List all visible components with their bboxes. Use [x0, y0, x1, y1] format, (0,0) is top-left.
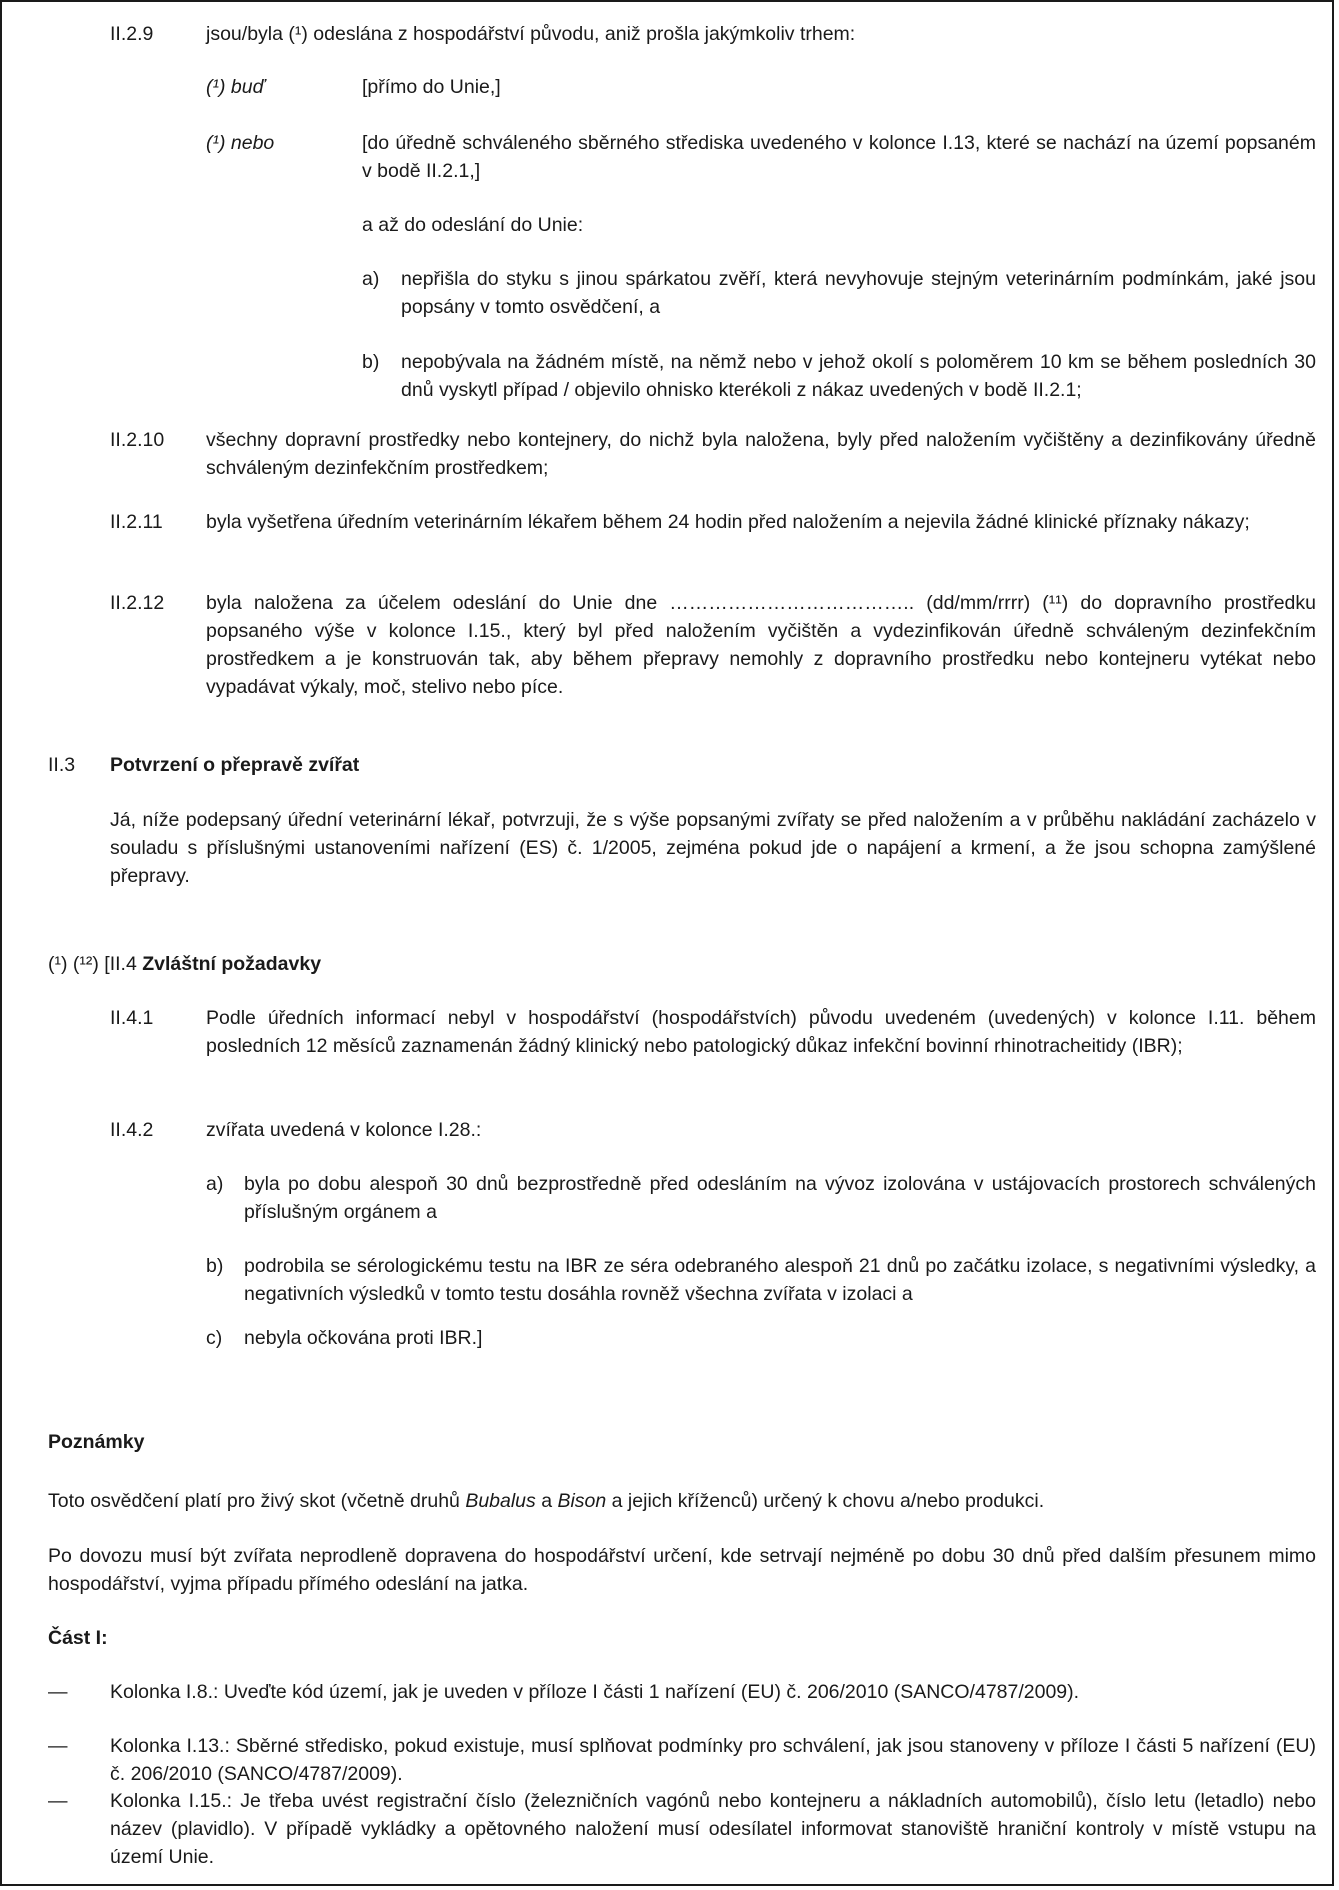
section-number-ii-3: II.3 [48, 754, 76, 776]
notes-p1-text-mid: a [535, 1490, 558, 1512]
option-text-either: [přímo do Unie,] [362, 76, 501, 98]
section-number-ii-2-10: II.2.10 [110, 429, 165, 451]
item-text-ii-4-a: byla po dobu alespoň 30 dnů bezprostředně před odesláním na vývoz izolována v ustájovacích prostorech schválených příslušným orgánem a [244, 1173, 1316, 1223]
section-text-ii-2-10: všechny dopravní prostředky nebo kontejnery, do nichž byla naložena, byly před naložením vyčištěny a dezinfikovány úředně schváleným dezinfekčním prostředkem; [206, 429, 1316, 479]
note-item-i13: Kolonka I.13.: Sběrné středisko, pokud existuje, musí splňovat podmínky pro schválení, jak jsou stanoveny v příloze I části 5 nařízení (EU) č. 206/2010 (SANCO/4787/2009). [110, 1735, 1316, 1785]
item-letter-ii-4-c: c) [206, 1327, 223, 1349]
option-text-or: [do úředně schváleného sběrného střediska uvedeného v kolonce I.13, které se nachází na území popsaném v bodě II.2.1,] [362, 132, 1316, 182]
note-item-i15: Kolonka I.15.: Je třeba uvést registrační číslo (železničních vagónů nebo kontejneru a nákladních automobilů), číslo letu (letadlo) nebo název (plavidlo). V případě vykládky a opětovného naložení musí odesílatel informovat stanoviště hraniční kontroly v místě vstupu na území Unie. [110, 1790, 1316, 1868]
notes-paragraph-2: Po dovozu musí být zvířata neprodleně dopravena do hospodářství určení, kde setrvají nejméně po dobu 30 dnů před dalším přesunem mimo hospodářství, vyjma případu přímého odeslání na jatka. [48, 1545, 1316, 1595]
item-letter-ii-4-a: a) [206, 1173, 224, 1195]
notes-p1-text-end: a jejich kříženců) určený k chovu a/nebo produkci. [606, 1490, 1045, 1512]
item-text-ii-4-c: nebyla očkována proti IBR.] [244, 1327, 483, 1349]
section-number-ii-4-1: II.4.1 [110, 1007, 154, 1029]
section-title-ii-4: Zvláštní požadavky [142, 953, 322, 975]
notes-p1-text-start: Toto osvědčení platí pro živý skot (včetně druhů [48, 1490, 466, 1512]
list-dash: — [48, 1790, 68, 1812]
list-dash: — [48, 1681, 68, 1703]
item-letter-ii-4-b: b) [206, 1255, 224, 1277]
note-item-i8: Kolonka I.8.: Uveďte kód území, jak je uveden v příloze I části 1 nařízení (EU) č. 206/2010 (SANCO/4787/2009). [110, 1681, 1080, 1703]
section-text-ii-2-9: jsou/byla (¹) odeslána z hospodářství původu, aniž prošla jakýmkoliv trhem: [206, 23, 856, 45]
notes-paragraph-1 [48, 1487, 1316, 1515]
section-text-ii-2-11: byla vyšetřena úředním veterinárním lékařem během 24 hodin před naložením a nejevila žádné klinické příznaky nákazy; [206, 511, 1250, 533]
option-label-or: (¹) nebo [206, 132, 275, 154]
section-number-ii-4-2: II.4.2 [110, 1119, 154, 1141]
section-text-ii-4-1: Podle úředních informací nebyl v hospodářství (hospodářstvích) původu uvedeném (uvedených) v kolonce I.11. během posledních 12 měsíců zaznamenán žádný klinický nebo patologický důkaz infekční bovinní rhinotracheitidy (IBR); [206, 1007, 1316, 1057]
notes-title: Poznámky [48, 1431, 145, 1453]
item-letter-a: a) [362, 268, 380, 290]
section-number-ii-2-12: II.2.12 [110, 592, 165, 614]
item-text-a: nepřišla do styku s jinou spárkatou zvěří, která nevyhovuje stejným veterinárním podmínkám, jaké jsou popsány v tomto osvědčení, a [401, 268, 1316, 318]
notes-species-bubalus: Bubalus [465, 1490, 536, 1512]
section-text-ii-4-2: zvířata uvedená v kolonce I.28.: [206, 1119, 482, 1141]
notes-species-bison: Bison [557, 1490, 607, 1512]
section-heading-ii-4 [48, 950, 948, 978]
item-letter-b: b) [362, 351, 380, 373]
section-number-ii-2-11: II.2.11 [110, 511, 163, 533]
section-text-ii-3: Já, níže podepsaný úřední veterinární lékař, potvrzuji, že s výše popsanými zvířaty se před naložením a v průběhu nakládání zacházelo v souladu s příslušnými ustanoveními nařízení (ES) č. 1/2005, zejména pokud jde o napájení a krmení, a že jsou schopna zamýšlené přepravy. [110, 809, 1316, 887]
section-title-ii-3: Potvrzení o přepravě zvířat [110, 754, 360, 776]
item-text-b: nepobývala na žádném místě, na němž nebo v jehož okolí s poloměrem 10 km se během posledních 30 dnů vyskytl případ / objevilo ohnisko kterékoli z nákaz uvedených v bodě II.2.1; [401, 351, 1316, 401]
intro-until-dispatch: a až do odeslání do Unie: [362, 214, 584, 236]
part-one-heading: Část I: [48, 1627, 108, 1649]
section-prefix-ii-4: (¹) (¹²) [II.4 [48, 953, 143, 975]
list-dash: — [48, 1735, 68, 1757]
item-text-ii-4-b: podrobila se sérologickému testu na IBR ze séra odebraného alespoň 21 dnů po začátku izolace, s negativními výsledky, a negativních výsledků v tomto testu dosáhla rovněž všechna zvířata v izolaci a [244, 1255, 1316, 1305]
section-text-ii-2-12: byla naložena za účelem odeslání do Unie dne ……………………………….. (dd/mm/rrrr) (¹¹) do dopravního prostředku popsaného výše v kolonce I.15., který byl před naložením vyčištěn a vydezinfikován úředně schváleným dezinfekčním prostředkem a je konstruován tak, aby během přepravy nemohly z dopravního prostředku nebo kontejneru vytékat nebo vypadávat výkaly, moč, stelivo nebo píce. [206, 592, 1316, 698]
option-label-either: (¹) buď [206, 76, 265, 98]
section-number-ii-2-9: II.2.9 [110, 23, 154, 45]
